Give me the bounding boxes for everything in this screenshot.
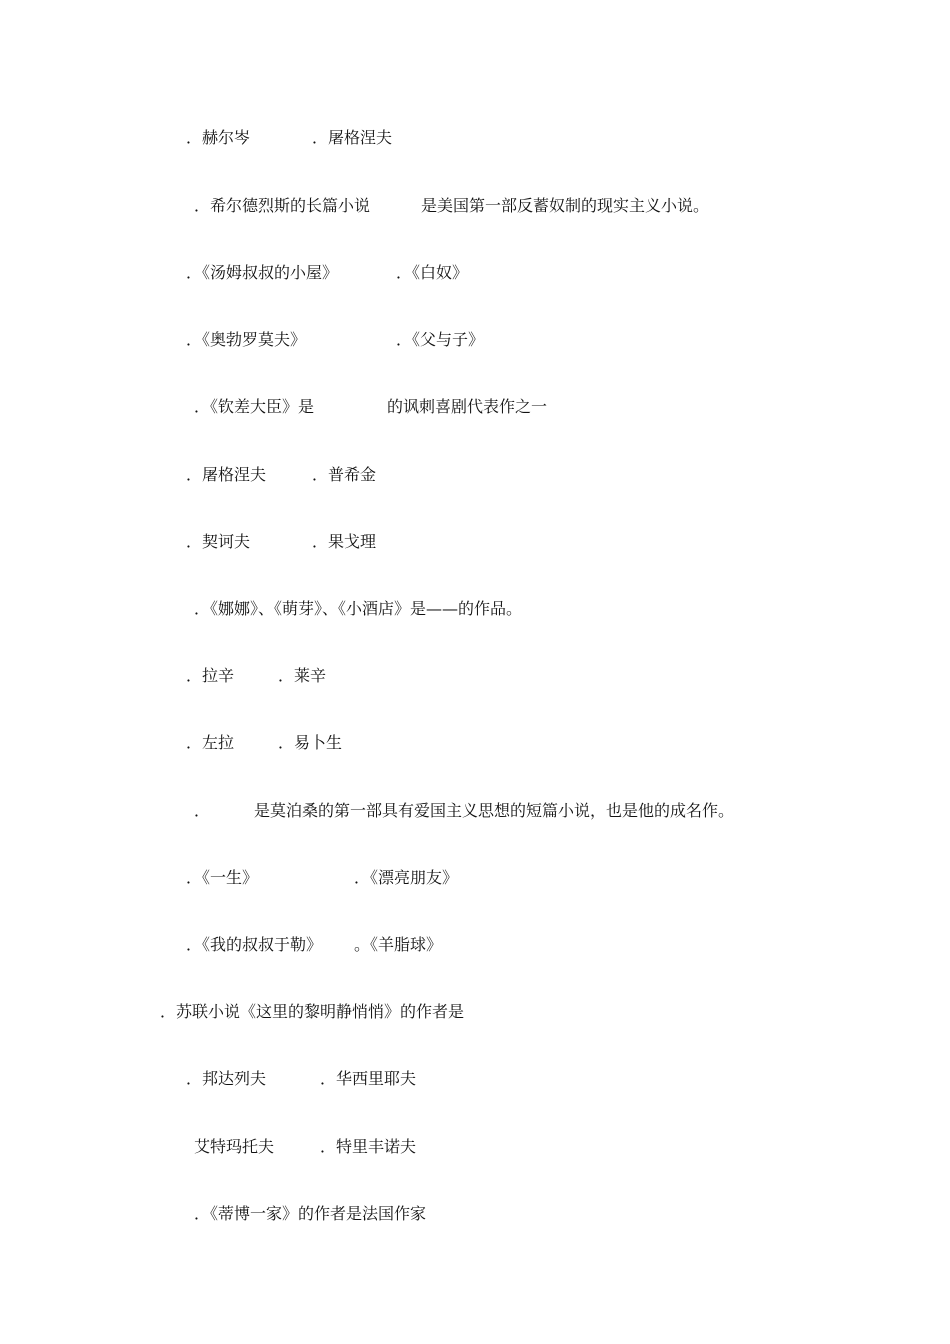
- option-c: ．《奥勃罗莫夫》: [186, 330, 307, 349]
- option-b: ．《白奴》: [396, 263, 469, 282]
- option-a: ．《汤姆叔叔的小屋》: [186, 263, 339, 282]
- option-b: ．华西里耶夫: [320, 1069, 417, 1088]
- question-text-continued: 的讽刺喜剧代表作之一: [387, 397, 548, 416]
- question-text: ．苏联小说《这里的黎明静悄悄》的作者是: [160, 1002, 465, 1021]
- question-text: ．《钦差大臣》是: [194, 397, 315, 416]
- option-d: ．《父与子》: [396, 330, 485, 349]
- question-number-dot: ．: [194, 801, 211, 820]
- option-b: ．屠格涅夫: [312, 128, 393, 147]
- option-a: ．邦达列夫: [186, 1069, 267, 1088]
- option-c: ．《我的叔叔于勒》: [186, 935, 323, 954]
- option-a: ．屠格涅夫: [186, 465, 267, 484]
- option-d: ．果戈理: [312, 532, 377, 551]
- option-b: ．莱辛: [278, 666, 327, 685]
- question-text: 是莫泊桑的第一部具有爱国主义思想的短篇小说，也是他的成名作。: [254, 801, 735, 820]
- question-text: ．《蒂博一家》的作者是法国作家: [194, 1204, 427, 1223]
- option-a: ．赫尔岑: [186, 128, 251, 147]
- option-b: ．普希金: [312, 465, 377, 484]
- option-b: ．《漂亮朋友》: [354, 868, 459, 887]
- question-text: ．希尔德烈斯的长篇小说: [194, 196, 371, 215]
- option-c: 艾特玛托夫: [194, 1137, 275, 1156]
- option-d: ．特里丰诺夫: [320, 1137, 417, 1156]
- option-a: ．《一生》: [186, 868, 259, 887]
- question-text: ．《娜娜》、《萌芽》、《小酒店》是——的作品。: [194, 599, 523, 618]
- question-text-continued: 是美国第一部反蓄奴制的现实主义小说。: [421, 196, 710, 215]
- option-d: 。《羊脂球》: [354, 935, 443, 954]
- option-d: ．易卜生: [278, 733, 343, 752]
- option-c: ．左拉: [186, 733, 235, 752]
- option-c: ．契诃夫: [186, 532, 251, 551]
- option-a: ．拉辛: [186, 666, 235, 685]
